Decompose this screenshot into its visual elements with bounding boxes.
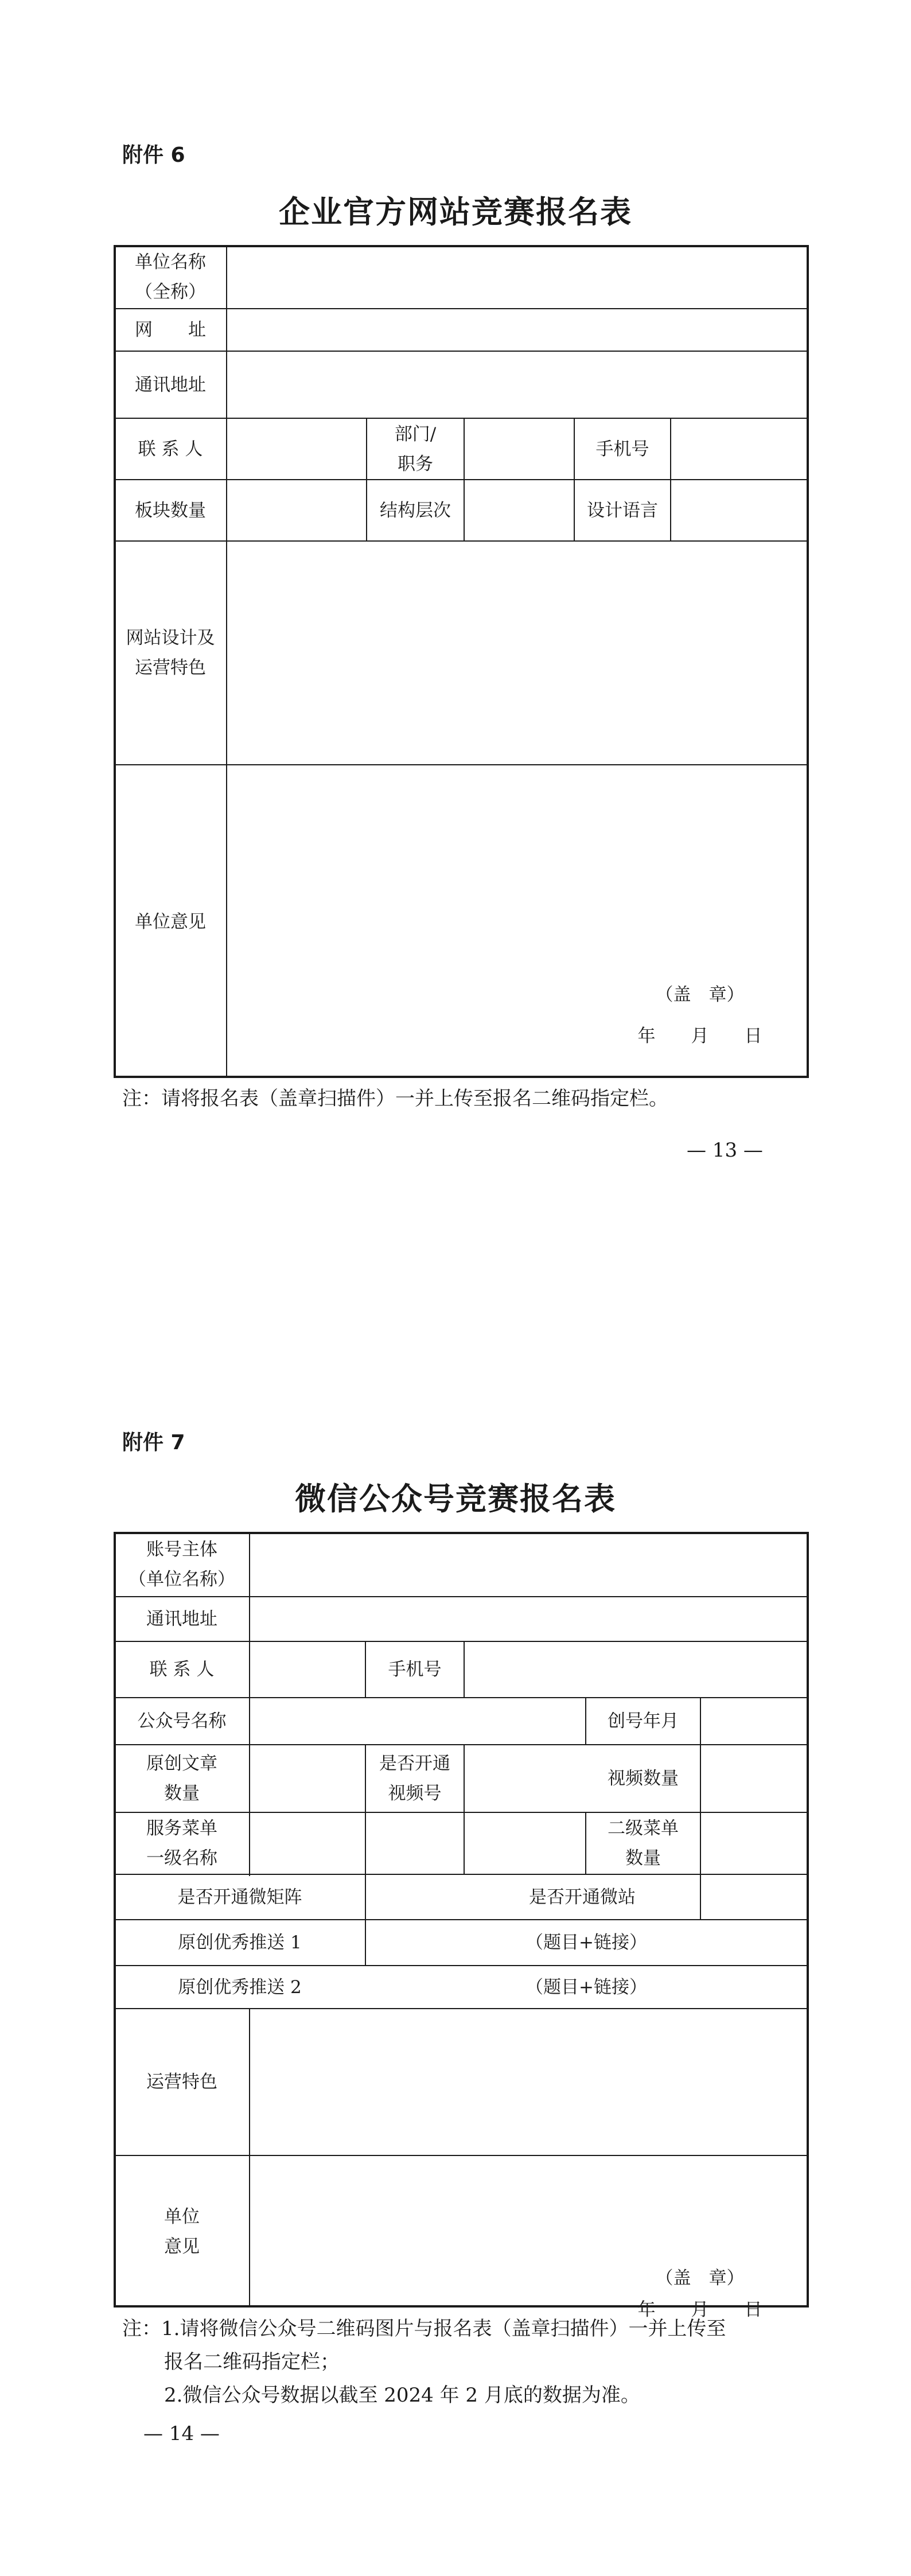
label-unit-opinion: 单位 意见	[164, 2207, 200, 2257]
department-field[interactable]	[465, 419, 574, 479]
annex-7-label: 附件 7	[122, 1431, 185, 1454]
seal-placeholder: （盖 章）	[655, 2268, 745, 2289]
structure-levels-field[interactable]	[465, 480, 574, 540]
label-menu-level2: 二级菜单 数量	[608, 1818, 679, 1869]
label-video-enabled: 是否开通 视频号	[379, 1753, 450, 1804]
push-1-hint: （题目+链接）	[525, 1932, 647, 1953]
form-note-line3: 2.微信公众号数据以截至 2024 年 2 月底的数据为准。	[164, 2384, 640, 2407]
date-placeholder: 年 月 日	[637, 2299, 762, 2320]
label-menu-level1: 服务菜单 一级名称	[146, 1818, 217, 1869]
account-owner-field[interactable]	[250, 1533, 807, 1596]
operation-features-field[interactable]	[250, 2009, 807, 2155]
founded-date-field[interactable]	[701, 1698, 807, 1744]
label-push-1: 原创优秀推送 1	[178, 1932, 302, 1953]
label-site-features: 网站设计及 运营特色	[126, 628, 215, 678]
block-count-field[interactable]	[227, 480, 366, 540]
label-address: 通讯地址	[135, 374, 206, 395]
label-unit-opinion: 单位意见	[135, 911, 206, 932]
mobile-field[interactable]	[465, 1642, 807, 1697]
menu-level1-field-b[interactable]	[366, 1813, 464, 1874]
contact-field[interactable]	[250, 1642, 365, 1697]
video-count-field[interactable]	[701, 1745, 807, 1812]
push-2-hint: （题目+链接）	[525, 1976, 647, 1998]
menu-level2-field[interactable]	[701, 1813, 807, 1874]
label-original-count: 原创文章 数量	[146, 1753, 217, 1804]
label-founded-date: 创号年月	[608, 1711, 679, 1731]
address-field[interactable]	[250, 1597, 807, 1641]
label-department: 部门/ 职务	[394, 423, 437, 474]
label-account-name: 公众号名称	[137, 1711, 227, 1731]
menu-level1-field-c[interactable]	[465, 1813, 585, 1874]
date-placeholder: 年 月 日	[637, 1026, 762, 1046]
original-count-field[interactable]	[250, 1745, 365, 1812]
video-enabled-field[interactable]	[465, 1745, 585, 1812]
label-design-language: 设计语言	[587, 500, 658, 521]
menu-level1-field-a[interactable]	[250, 1813, 365, 1874]
site-features-field[interactable]	[227, 542, 807, 764]
annex-6-label: 附件 6	[122, 143, 185, 167]
label-micro-site: 是否开通微站	[529, 1886, 636, 1908]
label-contact: 联 系 人	[138, 438, 203, 460]
form-note-line2: 报名二维码指定栏；	[164, 2351, 340, 2373]
label-mobile: 手机号	[388, 1659, 442, 1680]
micro-site-field[interactable]	[701, 1875, 807, 1919]
account-name-field[interactable]	[250, 1698, 585, 1744]
label-account-owner: 账号主体 （单位名称）	[129, 1539, 235, 1590]
label-structure-levels: 结构层次	[380, 500, 451, 521]
page-number: — 14 —	[143, 2422, 220, 2445]
form-note: 注：请将报名表（盖章扫描件）一并上传至报名二维码指定栏。	[122, 1087, 668, 1110]
label-mobile: 手机号	[595, 438, 649, 460]
form-note-line1: 注：1.请将微信公众号二维码图片与报名表（盖章扫描件）一并上传至	[122, 2317, 726, 2340]
label-micro-matrix: 是否开通微矩阵	[177, 1886, 302, 1908]
unit-name-field[interactable]	[227, 246, 807, 308]
label-unit-name: 单位名称 （全称）	[135, 252, 206, 302]
page-number: — 13 —	[687, 1139, 763, 1162]
micro-matrix-field[interactable]	[366, 1875, 464, 1919]
seal-placeholder: （盖 章）	[655, 985, 745, 1005]
address-field[interactable]	[227, 352, 807, 418]
label-push-2: 原创优秀推送 2	[178, 1976, 302, 1998]
website-field[interactable]	[227, 309, 807, 351]
contact-field[interactable]	[227, 419, 366, 479]
form-title-wechat: 微信公众号竞赛报名表	[295, 1480, 616, 1517]
design-language-field[interactable]	[671, 480, 807, 540]
label-address: 通讯地址	[146, 1609, 217, 1629]
label-contact: 联 系 人	[149, 1659, 215, 1680]
mobile-field[interactable]	[671, 419, 807, 479]
label-video-count: 视频数量	[608, 1768, 679, 1789]
label-operation-features: 运营特色	[146, 2072, 217, 2092]
label-website: 网 址	[135, 320, 206, 340]
label-block-count: 板块数量	[135, 500, 206, 521]
form-title-website: 企业官方网站竞赛报名表	[279, 193, 632, 230]
